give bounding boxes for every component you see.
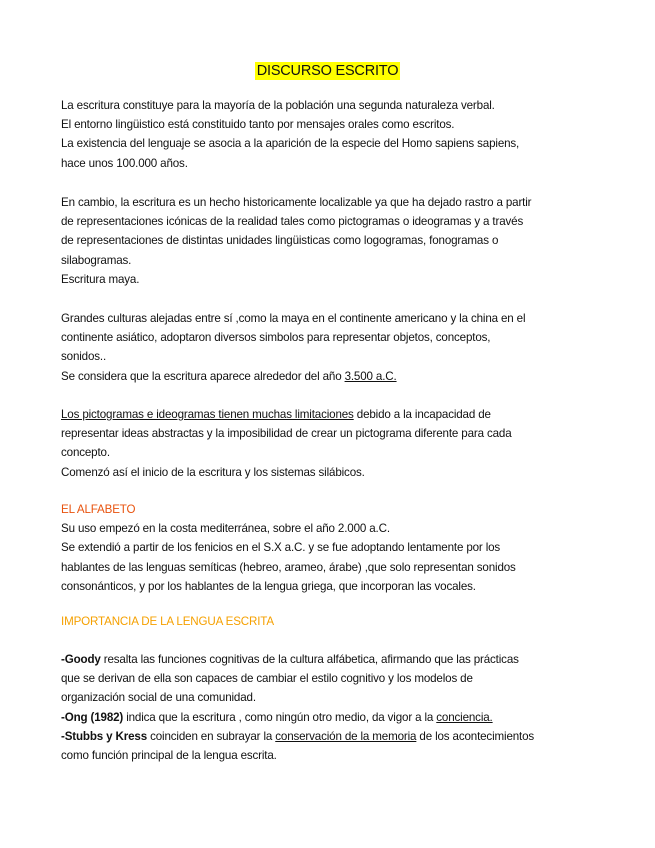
text-line: sonidos..: [61, 350, 107, 364]
text-line: consonánticos, y por los hablantes de la lengua griega, que incorporan las vocales.: [61, 579, 476, 593]
document-title: DISCURSO ESCRITO: [256, 63, 399, 79]
text-line: como función principal de la lengua escrita.: [61, 749, 277, 763]
underlined-phrase: conservación de la memoria: [275, 729, 417, 743]
text-line: El entorno lingüistico está constituido tanto por mensajes orales como escritos.: [61, 118, 455, 132]
section-heading: IMPORTANCIA DE LA LENGUA ESCRITA: [61, 615, 274, 628]
paragraph-history: [61, 193, 601, 289]
text-line: [61, 727, 601, 746]
section-alfabeto: [61, 500, 601, 596]
section-importancia-heading-wrap: [61, 612, 601, 631]
text-line: [61, 708, 601, 727]
author-name: -Ong (1982): [61, 710, 124, 724]
text-line: Su uso empezó en la costa mediterránea, sobre el año 2.000 a.C.: [61, 522, 390, 536]
text-line: En cambio, la escritura es un hecho historicamente localizable ya que ha dejado rastro a partir: [61, 196, 532, 209]
text-line: Grandes culturas alejadas entre sí ,como la maya en el continente americano y la china en el: [61, 312, 526, 325]
title-container: [61, 62, 594, 80]
text-line: La existencia del lenguaje se asocia a la aparición de la especie del Homo sapiens sapiens,: [61, 137, 520, 151]
paragraph-limitations: [61, 405, 601, 482]
author-name: -Goody: [61, 653, 101, 666]
text-fragment: debido a la incapacidad de: [353, 408, 491, 421]
underlined-phrase: conciencia.: [436, 710, 493, 724]
text-line: concepto.: [61, 446, 110, 460]
text-line: La escritura constituye para la mayoría de la población una segunda naturaleza verbal.: [61, 99, 495, 112]
text-fragment: coinciden en subrayar la: [147, 729, 276, 743]
text-line: Se extendió a partir de los fenicios en el S.X a.C. y se fue adoptando lentamente por los: [61, 541, 501, 555]
text-line: [61, 405, 601, 424]
text-line: hace unos 100.000 años.: [61, 156, 188, 170]
text-line: organización social de una comunidad.: [61, 691, 256, 705]
paragraph-cultures: [61, 309, 601, 386]
text-line: continente asiático, adoptaron diversos simbolos para representar objetos, conceptos,: [61, 331, 491, 345]
author-name: -Stubbs y Kress: [61, 729, 148, 743]
text-line: representar ideas abstractas y la imposibilidad de crear un pictograma diferente para cada: [61, 427, 512, 441]
text-line: [61, 367, 601, 386]
text-line: Comenzó así el inicio de la escritura y los sistemas silábicos.: [61, 465, 365, 479]
text-line: silabogramas.: [61, 253, 132, 267]
date-prefix: Se considera que la escritura aparece alrededor del año: [61, 369, 345, 383]
text-line: Escritura maya.: [61, 272, 140, 286]
text-line: [61, 650, 601, 669]
underlined-phrase: Los pictogramas e ideogramas tienen muchas limitaciones: [61, 408, 354, 421]
text-line: de representaciones de distintas unidades lingüisticas como logogramas, fonogramas o: [61, 234, 499, 248]
date-value: 3.500 a.C.: [344, 369, 397, 383]
text-fragment: resalta las funciones cognitivas de la cultura alfábetica, afirmando que las prácticas: [100, 653, 519, 666]
section-importancia: [61, 650, 601, 765]
text-fragment: indica que la escritura , como ningún otro medio, da vigor a la: [123, 710, 437, 724]
text-line: que se derivan de ella son capaces de cambiar el estilo cognitivo y los modelos de: [61, 672, 473, 686]
paragraph-intro: [61, 96, 601, 173]
text-line: hablantes de las lenguas semíticas (hebreo, arameo, árabe) ,que solo representan sonidos: [61, 560, 516, 574]
section-heading: EL ALFABETO: [61, 503, 136, 516]
text-fragment: de los acontecimientos: [416, 729, 535, 743]
text-line: de representaciones icónicas de la realidad tales como pictogramas o ideogramas y a través: [61, 215, 524, 229]
